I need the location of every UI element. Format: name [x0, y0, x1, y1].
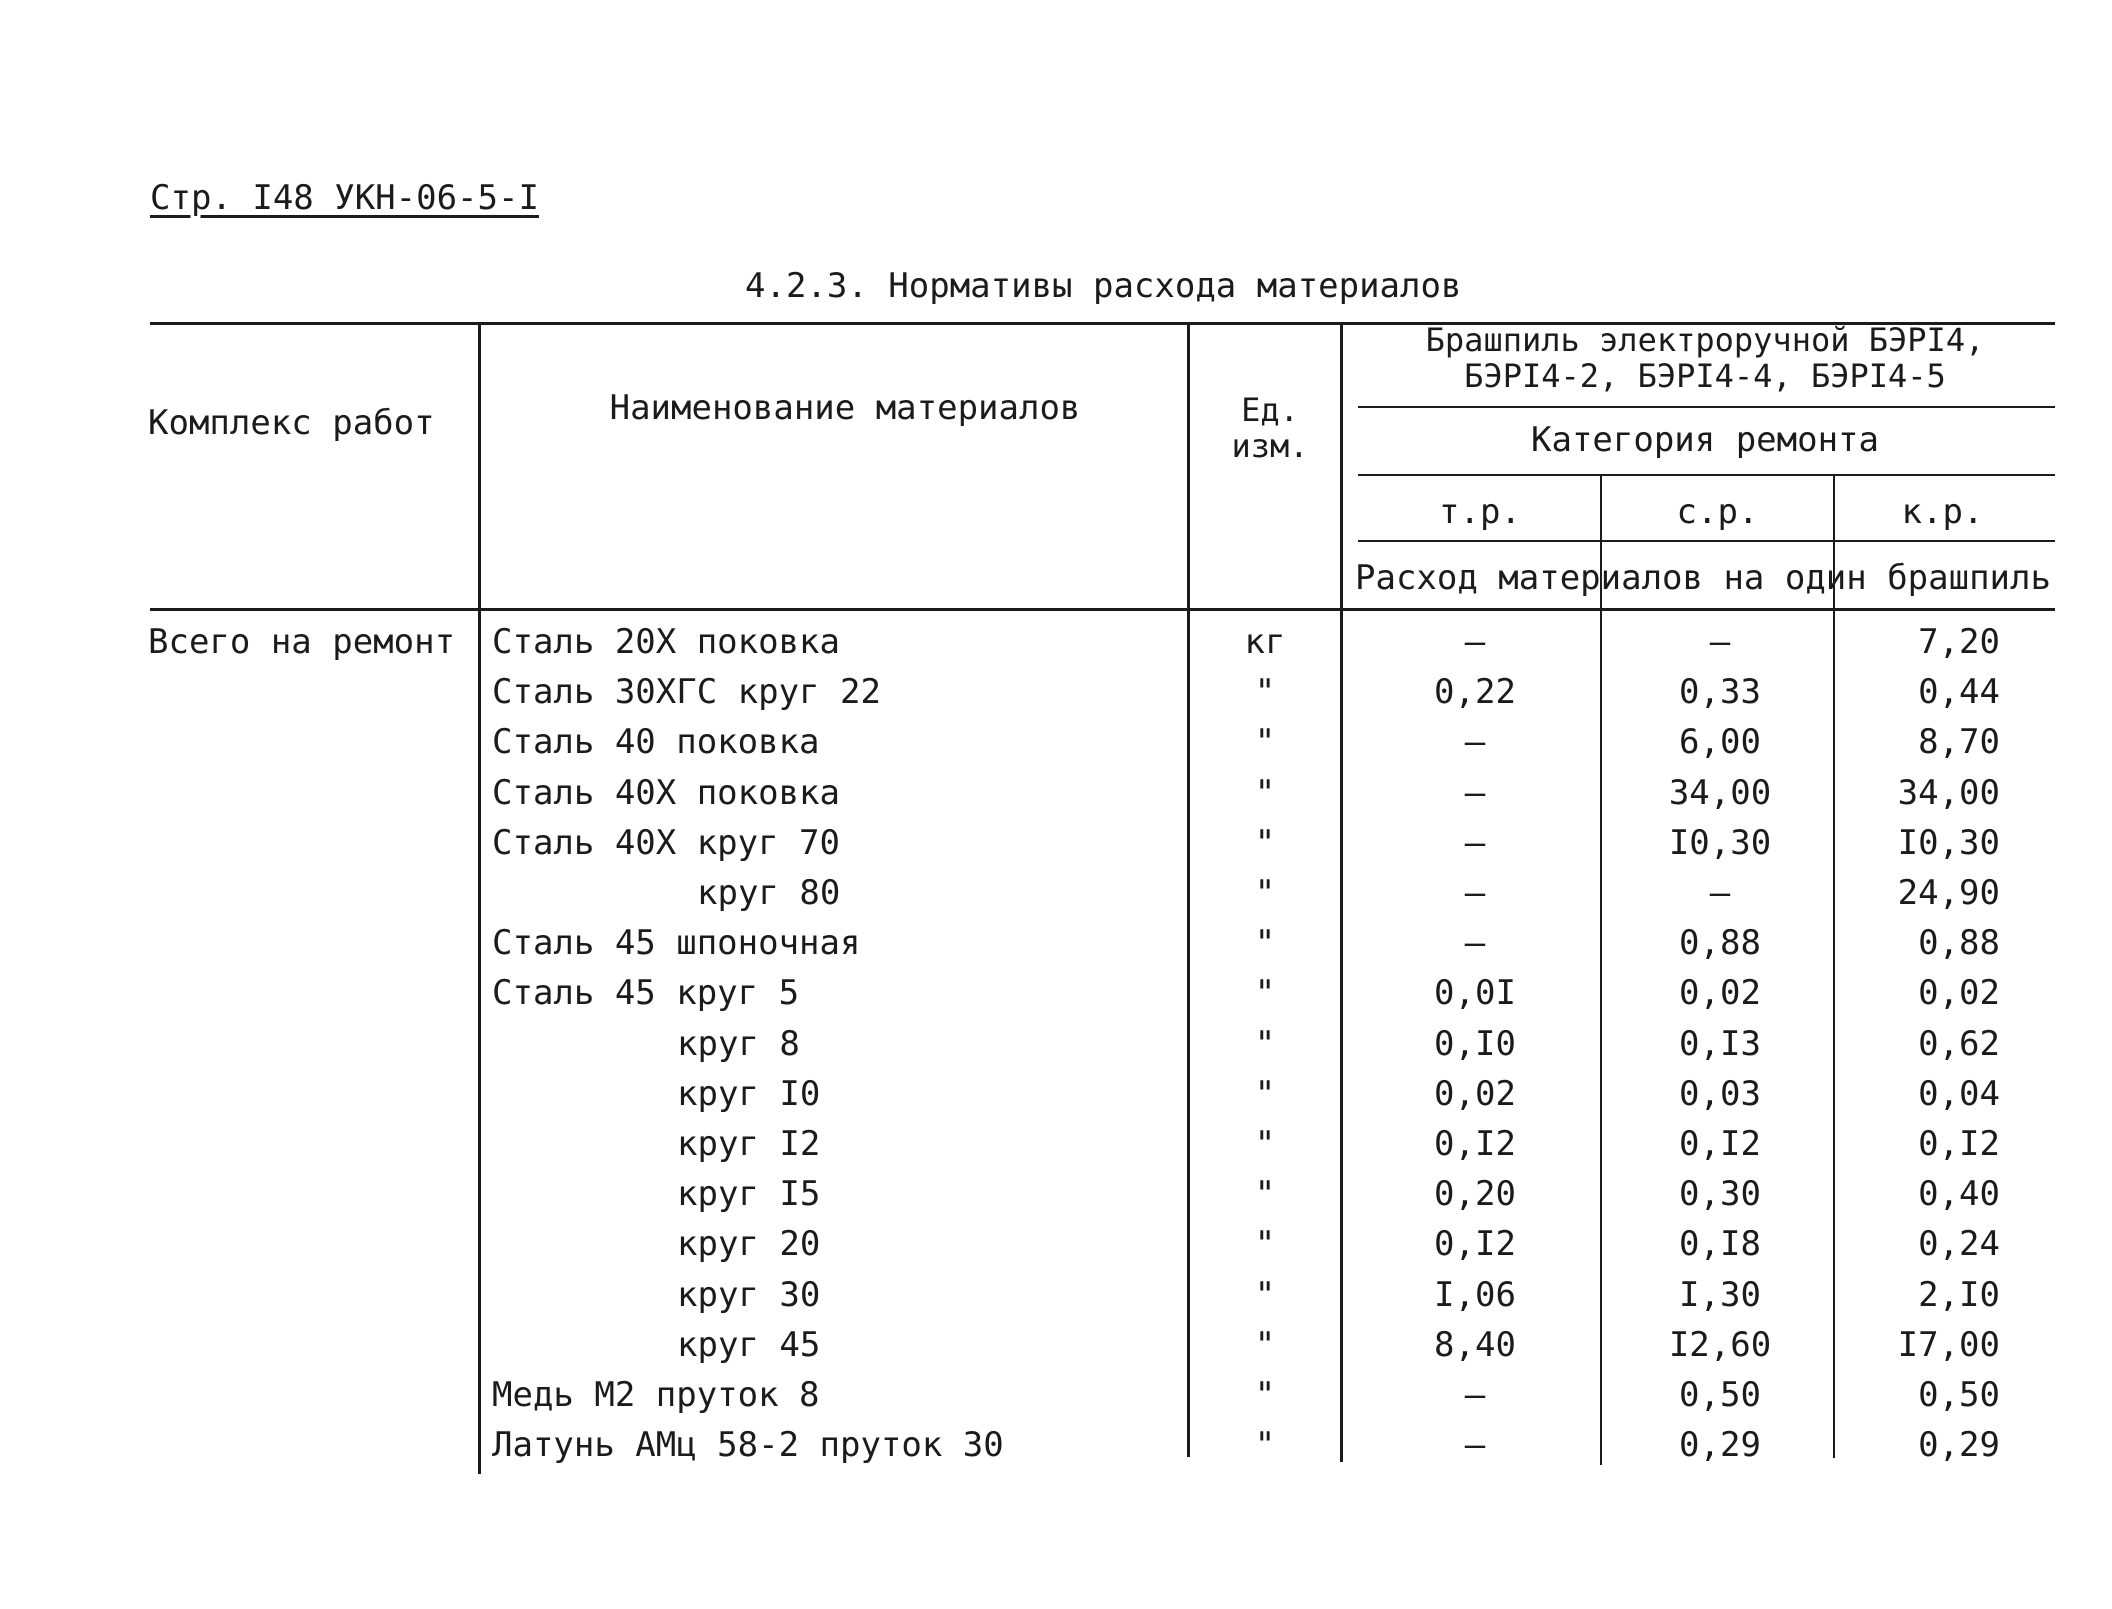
- material-name-cell: круг I5: [677, 1174, 821, 1214]
- header-tool-line1: Брашпиль электроручной БЭРI4,: [1425, 321, 1985, 359]
- material-name-cell: Сталь 40Х поковка: [492, 773, 840, 813]
- header-repair-category: Категория ремонта: [1531, 420, 1879, 460]
- capital-repair-value: 0,44: [1918, 672, 2000, 712]
- unit-cell: ": [1254, 1275, 1276, 1315]
- current-repair-value: 0,22: [1434, 672, 1516, 712]
- header-tool-line2: БЭРI4-2, БЭРI4-4, БЭРI4-5: [1464, 357, 1946, 395]
- current-repair-value: –: [1464, 773, 1486, 813]
- unit-cell: ": [1254, 1375, 1276, 1415]
- capital-repair-value: 0,88: [1918, 923, 2000, 963]
- material-name-cell: круг I2: [677, 1124, 821, 1164]
- table-row: [0, 973, 2112, 1013]
- current-repair-value: 0,I2: [1434, 1124, 1516, 1164]
- table-row: [0, 1224, 2112, 1264]
- medium-repair-value: –: [1709, 873, 1731, 913]
- table-row: [0, 1074, 2112, 1114]
- header-consumption: Расход материалов на один брашпиль: [1355, 558, 2051, 598]
- current-repair-value: –: [1464, 1425, 1486, 1465]
- capital-repair-value: 34,00: [1897, 773, 2000, 813]
- medium-repair-value: 0,88: [1679, 923, 1761, 963]
- unit-cell: ": [1254, 672, 1276, 712]
- current-repair-value: –: [1464, 823, 1486, 863]
- current-repair-value: –: [1464, 923, 1486, 963]
- category-header-rule: [1358, 474, 2055, 476]
- medium-repair-value: 0,50: [1679, 1375, 1761, 1415]
- unit-cell: ": [1254, 1074, 1276, 1114]
- medium-repair-value: 34,00: [1668, 773, 1772, 813]
- header-unit-line1: Ед.: [1241, 391, 1299, 429]
- table-row: [0, 672, 2112, 712]
- capital-repair-value: 0,29: [1918, 1425, 2000, 1465]
- material-name-cell: Сталь 45 шпоночная: [492, 923, 861, 963]
- medium-repair-value: 0,02: [1679, 973, 1761, 1013]
- unit-cell: кг: [1244, 622, 1286, 662]
- unit-cell: ": [1254, 722, 1276, 762]
- table-row: [0, 1275, 2112, 1315]
- material-name-cell: круг 8: [677, 1024, 800, 1064]
- header-medium-repair: с.р.: [1676, 492, 1759, 532]
- medium-repair-value: –: [1709, 622, 1731, 662]
- subcategory-header-rule: [1358, 540, 2055, 542]
- tool-header-rule: [1358, 406, 2055, 408]
- capital-repair-value: I7,00: [1897, 1325, 2000, 1365]
- page-reference: Стр. I48 УКН-06-5-I: [150, 178, 539, 218]
- header-work-complex: Комплекс работ: [148, 403, 435, 443]
- capital-repair-value: 8,70: [1918, 722, 2000, 762]
- material-name-cell: Сталь 20Х поковка: [492, 622, 840, 662]
- current-repair-value: –: [1464, 1375, 1486, 1415]
- unit-cell: ": [1254, 823, 1276, 863]
- unit-cell: ": [1254, 923, 1276, 963]
- current-repair-value: I,06: [1434, 1275, 1516, 1315]
- unit-cell: ": [1254, 1024, 1276, 1064]
- header-bottom-rule: [150, 608, 2055, 611]
- table-row: [0, 1024, 2112, 1064]
- material-name-cell: круг I0: [677, 1074, 821, 1114]
- medium-repair-value: 0,29: [1679, 1425, 1761, 1465]
- medium-repair-value: 0,I8: [1679, 1224, 1761, 1264]
- table-row: [0, 823, 2112, 863]
- header-material-line: Наименование материалов: [609, 388, 1081, 428]
- header-tool-model: [1360, 322, 2050, 394]
- unit-cell: ": [1254, 1224, 1276, 1264]
- capital-repair-value: 2,I0: [1918, 1275, 2000, 1315]
- header-unit: [1200, 392, 1340, 464]
- medium-repair-value: I2,60: [1668, 1325, 1772, 1365]
- header-material-name: [560, 390, 1130, 426]
- current-repair-value: 0,02: [1434, 1074, 1516, 1114]
- medium-repair-value: 6,00: [1679, 722, 1761, 762]
- medium-repair-value: I0,30: [1668, 823, 1772, 863]
- header-current-repair: т.р.: [1439, 492, 1521, 532]
- material-name-cell: Медь М2 пруток 8: [492, 1375, 820, 1415]
- table-row: [0, 1425, 2112, 1465]
- capital-repair-value: 0,50: [1918, 1375, 2000, 1415]
- current-repair-value: 0,0I: [1434, 973, 1516, 1013]
- current-repair-value: 8,40: [1434, 1325, 1516, 1365]
- medium-repair-value: 0,33: [1679, 672, 1761, 712]
- material-name-cell: круг 45: [677, 1325, 821, 1365]
- capital-repair-value: 24,90: [1897, 873, 2000, 913]
- capital-repair-value: 0,04: [1918, 1074, 2000, 1114]
- current-repair-value: 0,20: [1434, 1174, 1516, 1214]
- table-row: [0, 773, 2112, 813]
- capital-repair-value: 0,02: [1918, 973, 2000, 1013]
- current-repair-value: –: [1464, 873, 1486, 913]
- material-name-cell: Сталь 45 круг 5: [492, 973, 800, 1013]
- capital-repair-value: 7,20: [1918, 622, 2000, 662]
- unit-cell: ": [1254, 773, 1276, 813]
- material-name-cell: Латунь АМц 58-2 пруток 30: [492, 1425, 1004, 1465]
- capital-repair-value: I0,30: [1897, 823, 2000, 863]
- capital-repair-value: 0,62: [1918, 1024, 2000, 1064]
- header-capital-repair: к.р.: [1901, 492, 1984, 532]
- header-unit-line2: изм.: [1231, 427, 1309, 465]
- current-repair-value: –: [1464, 622, 1486, 662]
- current-repair-value: 0,I0: [1434, 1024, 1516, 1064]
- current-repair-value: –: [1464, 722, 1486, 762]
- material-name-cell: Сталь 40Х круг 70: [492, 823, 840, 863]
- material-name-cell: круг 80: [697, 873, 841, 913]
- table-row: [0, 1174, 2112, 1214]
- table-row: [0, 873, 2112, 913]
- work-complex-label: Всего на ремонт: [148, 622, 456, 662]
- material-name-cell: круг 30: [677, 1275, 821, 1315]
- material-name-cell: Сталь 40 поковка: [492, 722, 820, 762]
- medium-repair-value: 0,I3: [1679, 1024, 1761, 1064]
- table-row: [0, 1375, 2112, 1415]
- table-row: [0, 622, 2112, 662]
- medium-repair-value: 0,03: [1679, 1074, 1761, 1114]
- capital-repair-value: 0,24: [1918, 1224, 2000, 1264]
- table-row: [0, 1325, 2112, 1365]
- capital-repair-value: 0,40: [1918, 1174, 2000, 1214]
- material-name-cell: круг 20: [677, 1224, 821, 1264]
- medium-repair-value: I,30: [1679, 1275, 1761, 1315]
- table-row: [0, 1124, 2112, 1164]
- unit-cell: ": [1254, 1174, 1276, 1214]
- table-row: [0, 923, 2112, 963]
- unit-cell: ": [1254, 1325, 1276, 1365]
- capital-repair-value: 0,I2: [1918, 1124, 2000, 1164]
- medium-repair-value: 0,30: [1679, 1174, 1761, 1214]
- section-title: 4.2.3. Нормативы расхода материалов: [745, 266, 1462, 306]
- unit-cell: ": [1254, 1124, 1276, 1164]
- unit-cell: ": [1254, 873, 1276, 913]
- table-row: [0, 722, 2112, 762]
- unit-cell: ": [1254, 973, 1276, 1013]
- current-repair-value: 0,I2: [1434, 1224, 1516, 1264]
- medium-repair-value: 0,I2: [1679, 1124, 1761, 1164]
- unit-cell: ": [1254, 1425, 1276, 1465]
- material-name-cell: Сталь 30ХГС круг 22: [492, 672, 881, 712]
